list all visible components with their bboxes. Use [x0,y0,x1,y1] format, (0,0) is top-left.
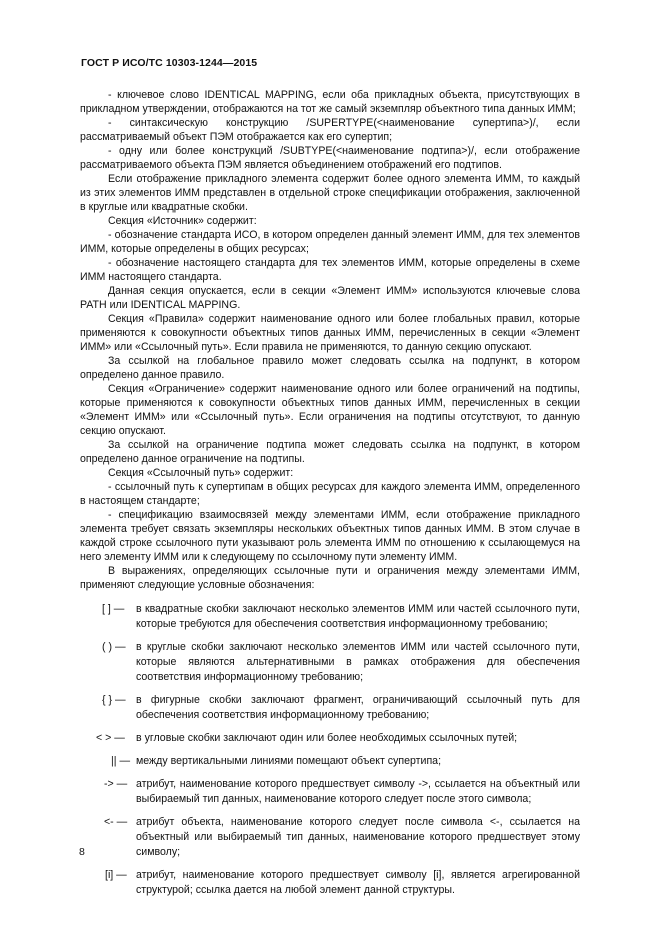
paragraph: - обозначение настоящего стандарта для тех элементов ИММ, которые определены в схеме ИММ настоящего стандарта. [80,257,580,283]
paragraph: Секция «Правила» содержит наименование одного или более глобальных правил, которые применяются к совокупности объектных типов данных ИММ, перечисленных в секции «Элемент ИММ» или «Ссылочный путь». Если правила не применяются, то данную секцию опускают. [80,313,580,353]
notation-symbol: ( ) — [102,641,126,653]
notation-description: атрибут, наименование которого предшествует символу [i], является агрегированной структурой; ссылка дается на любой элемент данной структуры. [136,869,580,896]
notation-item [80,693,580,723]
notation-item [80,602,580,632]
notation-symbol: -> — [104,778,128,790]
notation-item [80,640,580,685]
notation-list [80,602,580,898]
paragraph: За ссылкой на ограничение подтипа может следовать ссылка на подпункт, в котором определено данное ограничение на подтипы. [80,439,580,465]
paragraph: Если отображение прикладного элемента содержит более одного элемента ИММ, то каждый из этих элементов ИММ представлен в отдельной строке спецификации отображения, заключенной в круглые или квадратные скобки. [80,173,580,213]
notation-description: атрибут, наименование которого предшествует символу ->, ссылается на объектный или выбираемый тип данных, наименование которого следует после этого символа; [136,778,580,805]
notation-item [80,731,580,746]
notation-description: между вертикальными линиями помещают объект супертипа; [136,755,442,767]
paragraph: - синтаксическую конструкцию /SUPERTYPE(<наименование супертипа>)/, если рассматриваемый объект ПЭМ отображается как его супертип; [80,117,580,143]
notation-item [80,754,580,769]
paragraph: Секция «Ограничение» содержит наименование одного или более ограничений на подтипы, которые применяются к совокупности объектных типов данных ИММ, перечисленных в секции «Элемент ИММ» или «Ссылочный путь». Если ограничения на подтипы отсутствуют, то данную секцию опускают. [80,383,580,437]
notation-symbol: || — [111,755,131,767]
paragraph: В выражениях, определяющих ссылочные пути и ограничения между элементами ИММ, применяют следующие условные обозначения: [80,565,580,591]
paragraph: - спецификацию взаимосвязей между элементами ИММ, если отображение прикладного элемента требует связать экземпляры нескольких объектных типов данных ИММ. В этом случае в каждой строке ссылочного пути указывают роль элемента ИММ по отношению к ссылающемуся на него элементу ИММ или к следующему по ссылочному пути элементу ИММ. [80,509,580,563]
notation-symbol: [ ] — [102,603,125,615]
notation-item [80,868,580,898]
document-body [80,88,580,906]
notation-description: в фигурные скобки заключают фрагмент, ограничивающий ссылочный путь для обеспечения соответствия информационному требованию; [136,694,580,721]
paragraph: Секция «Ссылочный путь» содержит: [108,467,294,479]
notation-symbol: { } — [102,694,126,706]
paragraph: - обозначение стандарта ИСО, в котором определен данный элемент ИММ, для тех элементов ИММ, которые определены в общих ресурсах; [80,229,580,255]
notation-symbol: < > — [96,732,125,744]
notation-description: в круглые скобки заключают несколько элементов ИММ или частей ссылочного пути, которые являются альтернативными в рамках отображения для обеспечения соответствия информационному требованию; [136,641,580,683]
notation-description: атрибут объекта, наименование которого следует после символа <-, ссылается на объектный или выбираемый тип данных, наименование которого предшествует этому символу; [136,816,580,858]
notation-symbol: <- — [104,816,128,828]
paragraph: - ссылочный путь к супертипам в общих ресурсах для каждого элемента ИММ, определенного в настоящем стандарте; [80,481,580,507]
paragraph: - одну или более конструкций /SUBTYPE(<наименование подтипа>)/, если отображение рассматриваемого объекта ПЭМ является объединением отображений его подтипов. [80,145,580,171]
paragraph: Данная секция опускается, если в секции «Элемент ИММ» используются ключевые слова PATH или IDENTICAL MAPPING. [80,285,580,311]
page-number: 8 [79,846,85,858]
notation-item [80,777,580,807]
paragraph: За ссылкой на глобальное правило может следовать ссылка на подпункт, в котором определено данное правило. [80,355,580,381]
notation-description: в угловые скобки заключают один или более необходимых ссылочных путей; [136,732,518,744]
notation-item [80,815,580,860]
paragraph: - ключевое слово IDENTICAL MAPPING, если оба прикладных объекта, присутствующих в прикладном утверждении, отображаются на тот же самый экземпляр объектного типа данных ИММ; [80,89,580,115]
notation-description: в квадратные скобки заключают несколько элементов ИММ или частей ссылочного пути, которые требуются для обеспечения соответствия информационному требованию; [136,603,580,630]
document-header: ГОСТ Р ИСО/ТС 10303-1244—2015 [81,57,258,69]
notation-symbol: [i] — [105,869,127,881]
paragraph: Секция «Источник» содержит: [108,215,257,227]
